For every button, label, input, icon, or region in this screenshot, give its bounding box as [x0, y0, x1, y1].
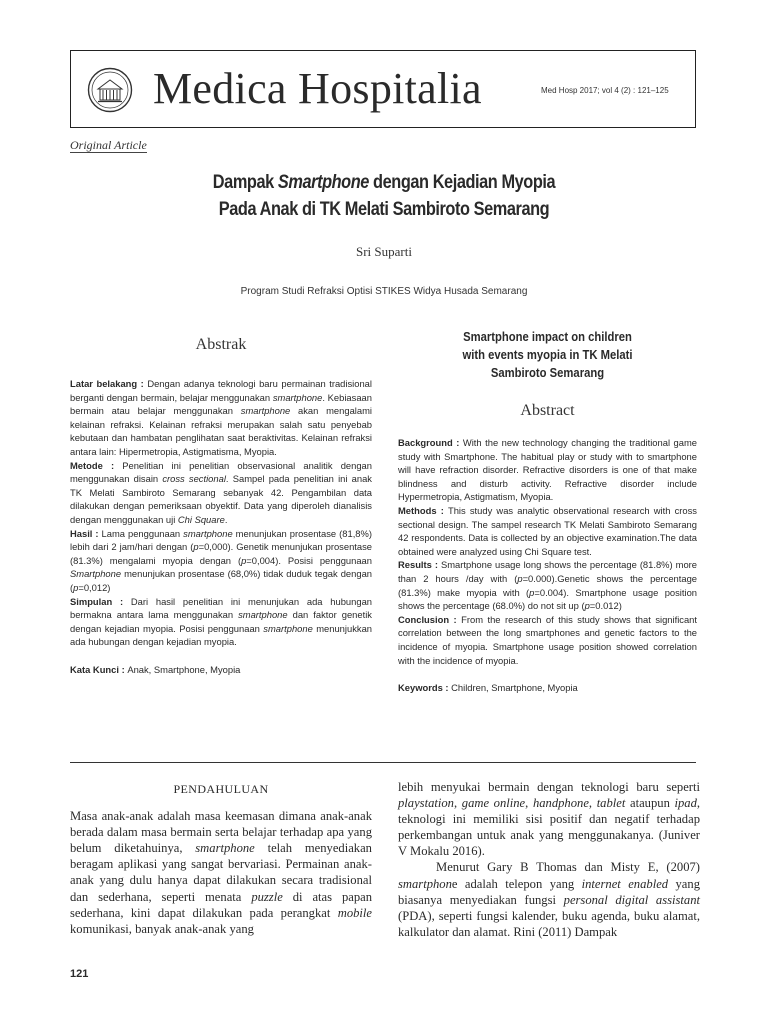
page-number: 121	[70, 968, 89, 980]
journal-citation: Med Hosp 2017; vol 4 (2) : 121–125	[541, 86, 669, 95]
author-name: Sri Suparti	[356, 244, 412, 259]
hospital-building-seal-icon	[87, 67, 133, 113]
abstrak-metode: Metode : Penelitian ini penelitian observasional analitik dengan menggunakan disain cross sectional. Sampel pada penelitian ini anak TK Melati Sambiroto Semarang sebanyak 42. Pengambilan data dilakukan dengan pemeriksaan obyektif. Data yang diperoleh dianalisis dengan menggunakan uji Chi Square.	[70, 459, 372, 525]
journal-name: Medica Hospitalia	[153, 64, 482, 113]
abstract-column	[398, 328, 697, 695]
abstract-heading: Abstract	[520, 402, 575, 419]
abstract-methods: Methods : This study was analytic observational research with cross sectional design. The sampel research TK Melati Sambiroto Semarang 42 respondents. Data is collected by an objective examination.The data obtained were analyzed using Chi Square test.	[398, 504, 697, 557]
article-type: Original Article	[70, 138, 147, 152]
abstrak-keywords: Kata Kunci : Anak, Smartphone, Myopia	[70, 663, 241, 675]
abstrak-simpulan: Simpulan : Dari hasil penelitian ini menunjukan ada hubungan bermakna antara lama menggunakan smartphone dan faktor genetik dengan kejadian myopia. Posisi penggunaan smartphone menunjukkan ada hubungan dengan kejadian myopia.	[70, 595, 373, 648]
author-affiliation: Program Studi Refraksi Optisi STIKES Widya Husada Semarang	[240, 286, 528, 297]
abstract-conclusion: Conclusion : From the research of this study shows that significant correlation between the long smartphones and genetic factors to the incidence of myopia. Smartphone usage position showed correlation with the incidence of myopia.	[398, 613, 698, 666]
body-paragraph-1: Masa anak-anak adalah masa keemasan dimana anak-anak berada dalam masa bermain serta belajar terhadap apa yang belum diketahuinya, smartphone telah menyediakan beragam aplikasi yang sangat bervariasi. Permainan anak-anak yang dulu hanya dapat dilakukan secara tradisional dan sederhana, seperti menata puzzle di atas papan sederhana, kini dapat dilakukan pada perangkat mobile komunikasi, banyak anak-anak yang	[70, 809, 373, 936]
article-title-line-1: Dampak Smartphone dengan Kejadian Myopia	[212, 172, 556, 193]
abstrak-column	[70, 336, 372, 676]
abstract-keywords: Keywords : Children, Smartphone, Myopia	[398, 682, 578, 694]
section-heading-pendahuluan: PENDAHULUAN	[173, 782, 269, 796]
abstrak-heading: Abstrak	[195, 336, 247, 353]
abstract-background: Background : With the new technology changing the traditional game study with Smartphone. The habitual play or study with to smartphone will have refraction disorder. Refractive disorders is one of that make blindness and disturb activity. Refractive disorder include Hypermetropia, Astigmatism, Myopia.	[398, 437, 697, 503]
journal-masthead	[70, 50, 696, 128]
abstract-results: Results : Smartphone usage long shows the percentage (81.8%) more than 2 hours /day with (p=0.000).Genetic shows the percentage (81.3%) make myopia with (p=0.004). Smartphone usage position shows the percentage (68.0%) do not sit up (p=0.012)	[398, 559, 698, 612]
body-paragraph-2: Menurut Gary B Thomas dan Misty E, (2007) smartphone adalah telepon yang internet enabled yang biasanya menyediakan fungsi personal digital assistant (PDA), seperti fungsi kalender, buku agenda, buku alamat, kalkulator dan alamat. Rini (2011) Dampak	[398, 860, 700, 939]
abstract-text	[398, 436, 697, 667]
section-divider	[70, 762, 696, 763]
body-right-column	[398, 779, 700, 940]
abstrak-hasil: Hasil : Lama penggunaan smartphone menunjukan prosentase (81,8%) lebih dari 2 jam/hari dengan (p=0,000). Genetik menunjukan prosentase (81.3%) mengalami myopia dengan (p=0,004). Posisi penggunaan Smartphone menunjukan prosentase (68,0%) tidak duduk tegak dengan (p=0,012)	[70, 527, 373, 593]
body-left-column	[70, 781, 372, 937]
abstrak-latar-belakang: Latar belakang : Dengan adanya teknologi baru permainan tradisional berganti dengan bermain, belajar menggunakan smartphone. Kebiasaan bermain atau belajar menggunakan smartphone akan mengalami kelainan refraksi. Kelainan refraksi merupakan salah satu penyebab kebutaan dan hambatan penglihatan saat beraktivitas. Kelainan refraksi antara lain: Hipermetropia, Astigmatisma, Myopia.	[70, 378, 372, 457]
english-title: Smartphone impact on children with events myopia in TK Melati Sambiroto Semarang	[462, 330, 633, 380]
article-title-line-2: Pada Anak di TK Melati Sambiroto Semarang	[218, 199, 550, 220]
abstrak-text	[70, 377, 372, 649]
body-paragraph-1-continued: lebih menyukai bermain dengan teknologi baru seperti playstation, game online, handphone, tablet ataupun ipad, teknologi ini memiliki sisi positif dan negatif terhadap perkembangan untuk anak yang menggunakanya. (Juniver V Mokalu 2016).	[398, 780, 701, 859]
